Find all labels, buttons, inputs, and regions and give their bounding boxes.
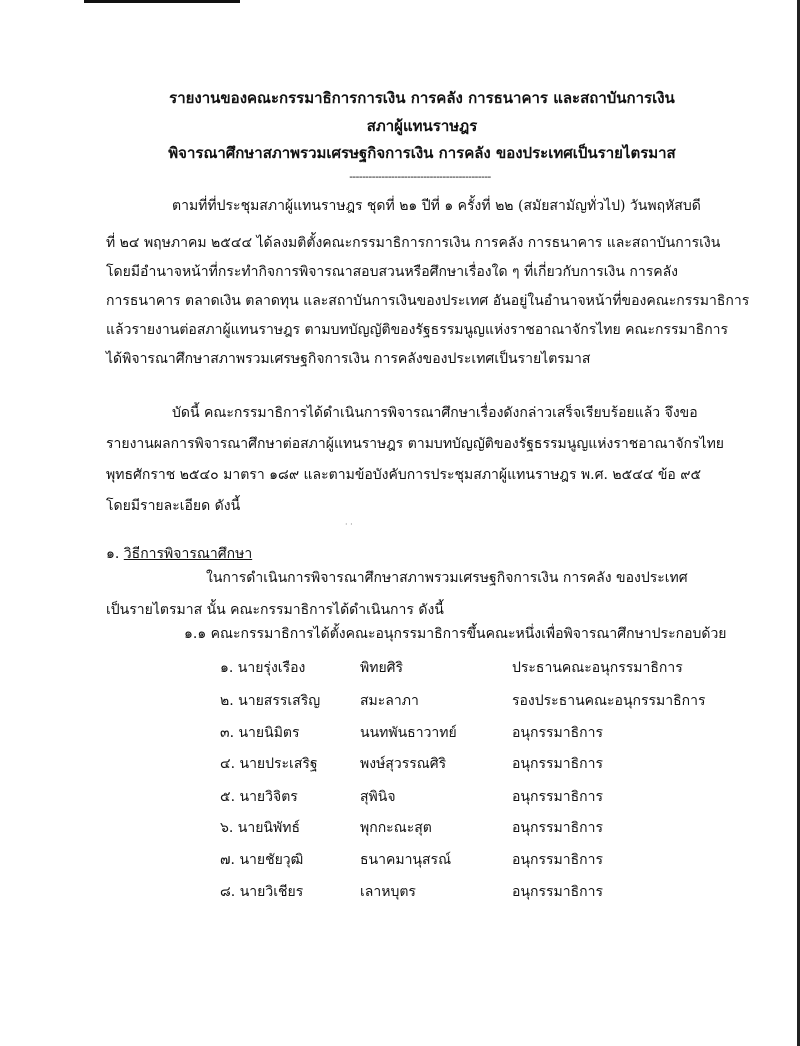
member-3-surname: นนทพันธาวาทย์ xyxy=(360,725,457,741)
top-edge-rule xyxy=(84,0,240,3)
member-first-name: นายวิเชียร xyxy=(239,884,304,900)
member-6-surname: พุกกะณะสุต xyxy=(360,820,432,836)
member-first-name: นายประเสริฐ xyxy=(239,756,318,772)
intro-line-6: ได้พิจารณาศึกษาสภาพรวมเศรษฐกิจการเงิน การคลังของประเทศเป็นรายไตรมาส xyxy=(106,351,591,367)
report-title-line-1: รายงานของคณะกรรมาธิการการเงิน การคลัง การธนาคาร และสถาบันการเงิน xyxy=(169,89,675,107)
section-1-title: วิธีการพิจารณาศึกษา xyxy=(123,546,253,562)
member-number: ๓. xyxy=(220,725,235,741)
report-line-3: พุทธศักราช ๒๕๔๐ มาตรา ๑๘๙ และตามข้อบังคับการประชุมสภาผู้แทนราษฎร พ.ศ. ๒๕๔๔ ข้อ ๙๕ xyxy=(106,467,702,483)
member-number: ๖. xyxy=(220,820,234,836)
member-first-name: นายชัยวุฒิ xyxy=(239,852,304,868)
member-2-name xyxy=(220,691,320,711)
member-8-surname: เลาหบุตร xyxy=(360,884,416,900)
member-first-name: นายรุ่งเรือง xyxy=(237,660,306,676)
member-number: ๘. xyxy=(220,884,236,900)
member-2-role: รองประธานคณะอนุกรรมาธิการ xyxy=(512,693,706,709)
member-4-name xyxy=(220,754,318,774)
member-number: ๔. xyxy=(220,756,236,772)
scan-artifact: · · xyxy=(345,520,353,529)
member-3-name xyxy=(220,723,300,743)
title-separator: -------------------------------------------- xyxy=(349,170,491,183)
report-line-1: บัดนี้ คณะกรรมาธิการได้ดำเนินการพิจารณาศึกษาเรื่องดังกล่าวเสร็จเรียบร้อยแล้ว จึงขอ xyxy=(172,405,698,421)
intro-line-5: แล้วรายงานต่อสภาผู้แทนราษฎร ตามบทบัญญัติของรัฐธรรมนูญแห่งราชอาณาจักรไทย คณะกรรมาธิการ xyxy=(106,322,729,338)
section-1-line-3: ๑.๑ คณะกรรมาธิการได้ตั้งคณะอนุกรรมาธิการขึ้นคณะหนึ่งเพื่อพิจารณาศึกษาประกอบด้วย xyxy=(184,626,727,642)
section-1-line-2: เป็นรายไตรมาส นั้น คณะกรรมาธิการได้ดำเนินการ ดังนี้ xyxy=(106,602,444,618)
member-first-name: นายนิมิตร xyxy=(238,725,300,741)
member-4-role: อนุกรรมาธิการ xyxy=(512,756,603,772)
member-number: ๗. xyxy=(220,852,235,868)
member-1-surname: พิทยศิริ xyxy=(360,660,404,676)
member-1-role: ประธานคณะอนุกรรมาธิการ xyxy=(512,660,683,676)
member-2-surname: สมะลาภา xyxy=(360,693,419,709)
member-6-role: อนุกรรมาธิการ xyxy=(512,820,603,836)
intro-line-4: การธนาคาร ตลาดเงิน ตลาดทุน และสถาบันการเงินของประเทศ อันอยู่ในอำนาจหน้าที่ของคณะกรรมาธิการ xyxy=(106,293,750,309)
member-1-name xyxy=(220,658,305,678)
member-4-surname: พงษ์สุวรรณศิริ xyxy=(360,756,447,772)
intro-line-1: ตามที่ที่ประชุมสภาผู้แทนราษฎร ชุดที่ ๒๑ ปีที่ ๑ ครั้งที่ ๒๒ (สมัยสามัญทั่วไป) วันพฤหัสบดี xyxy=(172,198,701,214)
member-5-name xyxy=(220,787,298,807)
member-8-role: อนุกรรมาธิการ xyxy=(512,884,603,900)
member-number: ๒. xyxy=(220,693,234,709)
member-first-name: นายสรรเสริญ xyxy=(238,693,321,709)
section-1-number: ๑. xyxy=(106,546,120,562)
section-1-heading xyxy=(106,544,252,564)
intro-line-3: โดยมีอำนาจหน้าที่กระทำกิจการพิจารณาสอบสวนหรือศึกษาเรื่องใด ๆ ที่เกี่ยวกับการเงิน การคลัง xyxy=(106,264,679,280)
member-5-surname: สุพินิจ xyxy=(360,789,396,805)
intro-line-2: ที่ ๒๔ พฤษภาคม ๒๕๔๔ ได้ลงมติตั้งคณะกรรมาธิการการเงิน การคลัง การธนาคาร และสถาบันการเงิน xyxy=(106,235,721,251)
report-line-4: โดยมีรายละเอียด ดังนี้ xyxy=(106,498,241,514)
member-first-name: นายวิจิตร xyxy=(239,789,298,805)
report-title-line-3: พิจารณาศึกษาสภาพรวมเศรษฐกิจการเงิน การคลัง ของประเทศเป็นรายไตรมาส xyxy=(168,144,676,162)
member-7-role: อนุกรรมาธิการ xyxy=(512,852,603,868)
member-8-name xyxy=(220,882,303,902)
member-number: ๕. xyxy=(220,789,236,805)
member-first-name: นายนิพัทธ์ xyxy=(237,820,301,836)
section-1-line-1: ในการดำเนินการพิจารณาศึกษาสภาพรวมเศรษฐกิจการเงิน การคลัง ของประเทศ xyxy=(206,570,688,586)
member-7-name xyxy=(220,850,303,870)
report-line-2: รายงานผลการพิจารณาศึกษาต่อสภาผู้แทนราษฎร ตามบทบัญญัติของรัฐธรรมนูญแห่งราชอาณาจักรไทย xyxy=(106,436,725,452)
report-title-line-2: สภาผู้แทนราษฎร xyxy=(366,117,478,135)
member-5-role: อนุกรรมาธิการ xyxy=(512,789,603,805)
member-6-name xyxy=(220,818,300,838)
member-7-surname: ธนาคมานุสรณ์ xyxy=(360,852,452,868)
member-number: ๑. xyxy=(220,660,234,676)
member-3-role: อนุกรรมาธิการ xyxy=(512,725,603,741)
